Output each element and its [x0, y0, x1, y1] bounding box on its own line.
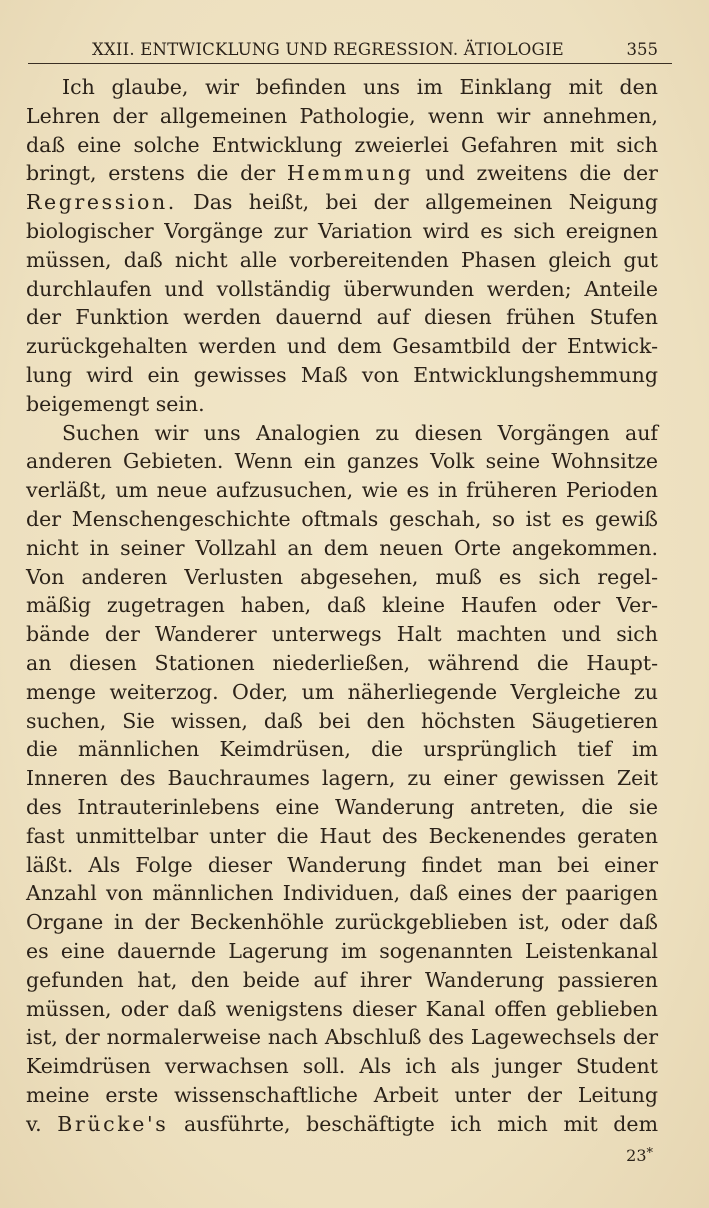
text-line	[26, 159, 658, 188]
text-line: zurückgehalten werden und dem Gesamtbild der Entwick-	[26, 334, 658, 359]
text-run: und zweitens die der	[413, 161, 658, 186]
text-line: es eine dauernde Lagerung im sogenannten Leistenkanal	[26, 938, 658, 963]
text-line: Ich glaube, wir befinden uns im Einklang mit den	[62, 75, 658, 99]
text-run: v.	[26, 1111, 58, 1136]
text-run: Das heißt, bei der allgemeinen Neigung	[176, 190, 658, 215]
signature-mark	[626, 1146, 653, 1165]
text-line: nicht in seiner Vollzahl an dem neuen Orte angekommen.	[26, 535, 658, 560]
text-line: lung wird ein gewisses Maß von Entwicklungshemmung	[26, 362, 658, 387]
spaced-term-regression: Regression.	[26, 190, 177, 215]
text-run: ausführte, beschäftigte ich mich mit dem	[168, 1111, 659, 1136]
text-line: suchen, Sie wissen, daß bei den höchsten Säugetieren	[26, 708, 658, 733]
text-line: an diesen Stationen niederließen, während die Haupt-	[26, 650, 658, 675]
page-number: 355	[626, 40, 658, 59]
text-line: Inneren des Bauchraumes lagern, zu einer gewissen Zeit	[26, 766, 658, 791]
text-line: biologischer Vorgänge zur Variation wird es sich ereignen	[26, 218, 658, 243]
text-line: mäßig zugetragen haben, daß kleine Haufen oder Ver-	[26, 593, 658, 618]
text-line: müssen, daß nicht alle vorbereitenden Phasen gleich gut	[26, 247, 658, 272]
text-line: meine erste wissenschaftliche Arbeit unter der Leitung	[26, 1082, 658, 1107]
text-line: anderen Gebieten. Wenn ein ganzes Volk seine Wohnsitze	[26, 449, 658, 474]
text-run: bringt, erstens die der	[26, 161, 287, 186]
text-line: bände der Wanderer unterwegs Halt machten und sich	[26, 622, 658, 647]
page-header	[28, 38, 672, 66]
signature-number: 23	[626, 1146, 647, 1165]
running-head: XXII. ENTWICKLUNG UND REGRESSION. ÄTIOLOGIE	[92, 40, 564, 59]
text-line: daß eine solche Entwicklung zweierlei Gefahren mit sich	[26, 132, 658, 157]
text-line: Von anderen Verlusten abgesehen, muß es sich regel-	[26, 564, 658, 589]
text-line: menge weiterzog. Oder, um näherliegende Vergleiche zu	[26, 679, 658, 704]
text-line: durchlaufen und vollständig überwunden werden; Anteile	[26, 276, 658, 301]
text-line: Lehren der allgemeinen Pathologie, wenn wir annehmen,	[26, 103, 658, 128]
text-line: beigemengt sein.	[26, 391, 205, 416]
text-line	[26, 1110, 658, 1139]
text-line: die männlichen Keimdrüsen, die ursprünglich tief im	[26, 737, 658, 762]
text-line	[26, 188, 658, 217]
signature-star: *	[646, 1146, 653, 1161]
text-line: Keimdrüsen verwachsen soll. Als ich als junger Student	[26, 1054, 658, 1079]
spaced-term-hemmung: Hemmung	[286, 161, 414, 186]
text-line: fast unmittelbar unter die Haut des Beckenendes geraten	[26, 823, 658, 848]
text-line: der Menschengeschichte oftmals geschah, so ist es gewiß	[26, 506, 658, 531]
text-line: Anzahl von männlichen Individuen, daß eines der paarigen	[26, 881, 658, 906]
text-line: der Funktion werden dauernd auf diesen frühen Stufen	[26, 305, 658, 330]
text-line: läßt. Als Folge dieser Wanderung findet man bei einer	[26, 852, 658, 877]
text-line: Organe in der Beckenhöhle zurückgeblieben ist, oder daß	[26, 910, 658, 935]
text-line: ist, der normalerweise nach Abschluß des Lagewechsels der	[26, 1025, 658, 1050]
spaced-term-bruecke: Brücke's	[57, 1111, 169, 1136]
text-line: gefunden hat, den beide auf ihrer Wanderung passieren	[26, 967, 658, 992]
body-text	[26, 73, 658, 1138]
text-line: Suchen wir uns Analogien zu diesen Vorgängen auf	[62, 420, 658, 445]
text-line: müssen, oder daß wenigstens dieser Kanal offen geblieben	[26, 996, 658, 1021]
header-rule	[28, 63, 672, 64]
text-line: verläßt, um neue aufzusuchen, wie es in früheren Perioden	[26, 478, 658, 503]
text-line: des Intrauterinlebens eine Wanderung antreten, die sie	[26, 794, 658, 819]
